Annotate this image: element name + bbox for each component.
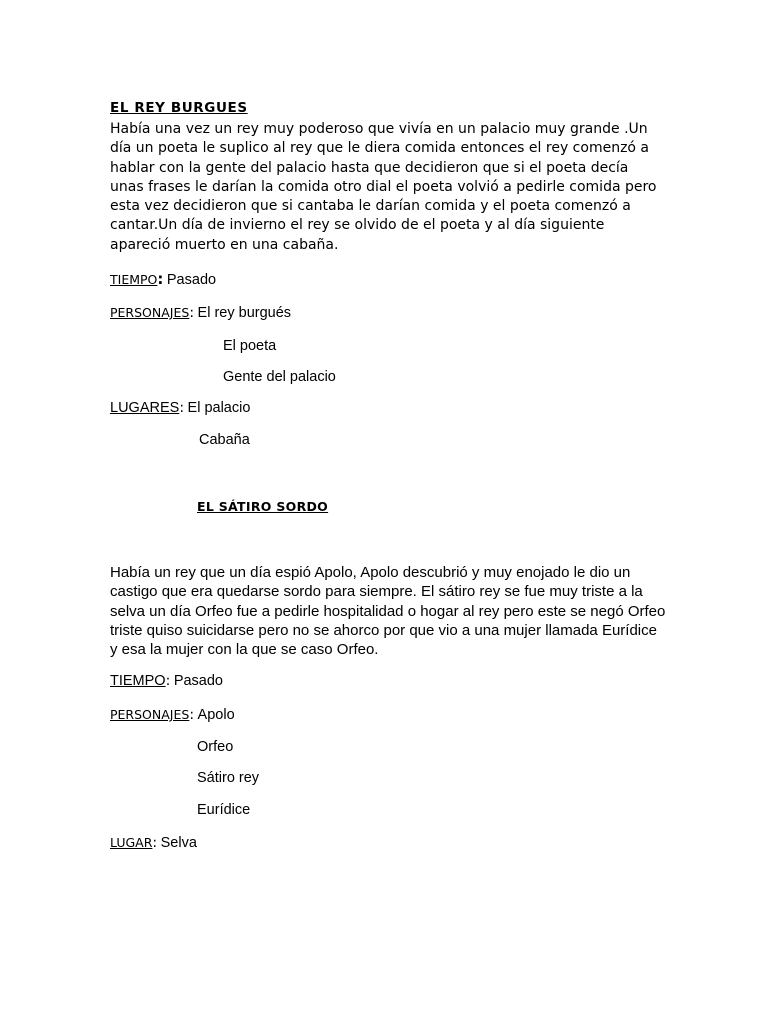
colon: :: [189, 305, 195, 321]
story1-lugar-2: Cabaña: [199, 432, 250, 448]
story1-lugares-label: LUGARES: [110, 400, 180, 416]
story1-tiempo-row: [110, 270, 216, 289]
story1-paragraph: Había una vez un rey muy poderoso que vivía en un palacio muy grande .Un día un poeta le suplico al rey que le diera comida entonces el rey comenzó a hablar con la gente del palacio hasta que decidieron que si el poeta decía unas frases le darían la comida otro dial el poeta volvió a pedirle comida pero esta vez decidieron que si cantaba le darían comida y el poeta comenzó a cantar.Un día de invierno el rey se olvido de el poeta y al día siguiente apareció muerto en una cabaña.: [110, 121, 657, 253]
story2-personajes-label: PERSONAJES: [110, 707, 190, 722]
colon: :: [179, 400, 185, 416]
colon: :: [152, 835, 158, 851]
story1-lugares-row: [110, 400, 250, 417]
story1-lugar-1: El palacio: [187, 400, 251, 416]
story2-lugar-value: Selva: [160, 835, 197, 851]
story2-personaje-3: Sátiro rey: [197, 770, 260, 786]
story2-tiempo-row: [110, 673, 223, 690]
story2-personaje-4: Eurídice: [197, 802, 251, 818]
story1-personaje-1: El rey burgués: [197, 305, 292, 321]
story1-personaje-3: Gente del palacio: [223, 369, 336, 385]
story2-lugar-label: LUGAR: [110, 835, 153, 850]
story2-tiempo-value: Pasado: [173, 673, 223, 689]
story2-personajes-row: [110, 707, 235, 724]
story2-personaje-2: Orfeo: [197, 739, 234, 755]
story1-personajes-row: [110, 305, 291, 322]
colon: :: [189, 707, 195, 723]
story2-personaje-1: Apolo: [197, 707, 235, 723]
story1-personajes-label: PERSONAJES: [110, 305, 190, 320]
story1-tiempo-label: TIEMPO: [110, 272, 158, 287]
story2-title: EL SÁTIRO SORDO: [197, 499, 329, 514]
colon: :: [157, 270, 164, 288]
colon: :: [165, 673, 171, 689]
story1-tiempo-value: Pasado: [166, 272, 217, 288]
story2-lugar-row: [110, 835, 197, 852]
story2-tiempo-label: TIEMPO: [110, 673, 166, 689]
story1-title: EL REY BURGUES: [110, 100, 248, 116]
story2-paragraph: Había un rey que un día espió Apolo, Apolo descubrió y muy enojado le dio un castigo que era quedarse sordo para siempre. El sátiro rey se fue muy triste a la selva un día Orfeo fue a pedirle hospitalidad o hogar al rey pero este se negó Orfeo triste quiso suicidarse pero no se ahorco por que vio a una mujer llamada Eurídice y esa la mujer con la que se caso Orfeo.: [110, 564, 666, 659]
story1-personaje-2: El poeta: [223, 338, 277, 354]
